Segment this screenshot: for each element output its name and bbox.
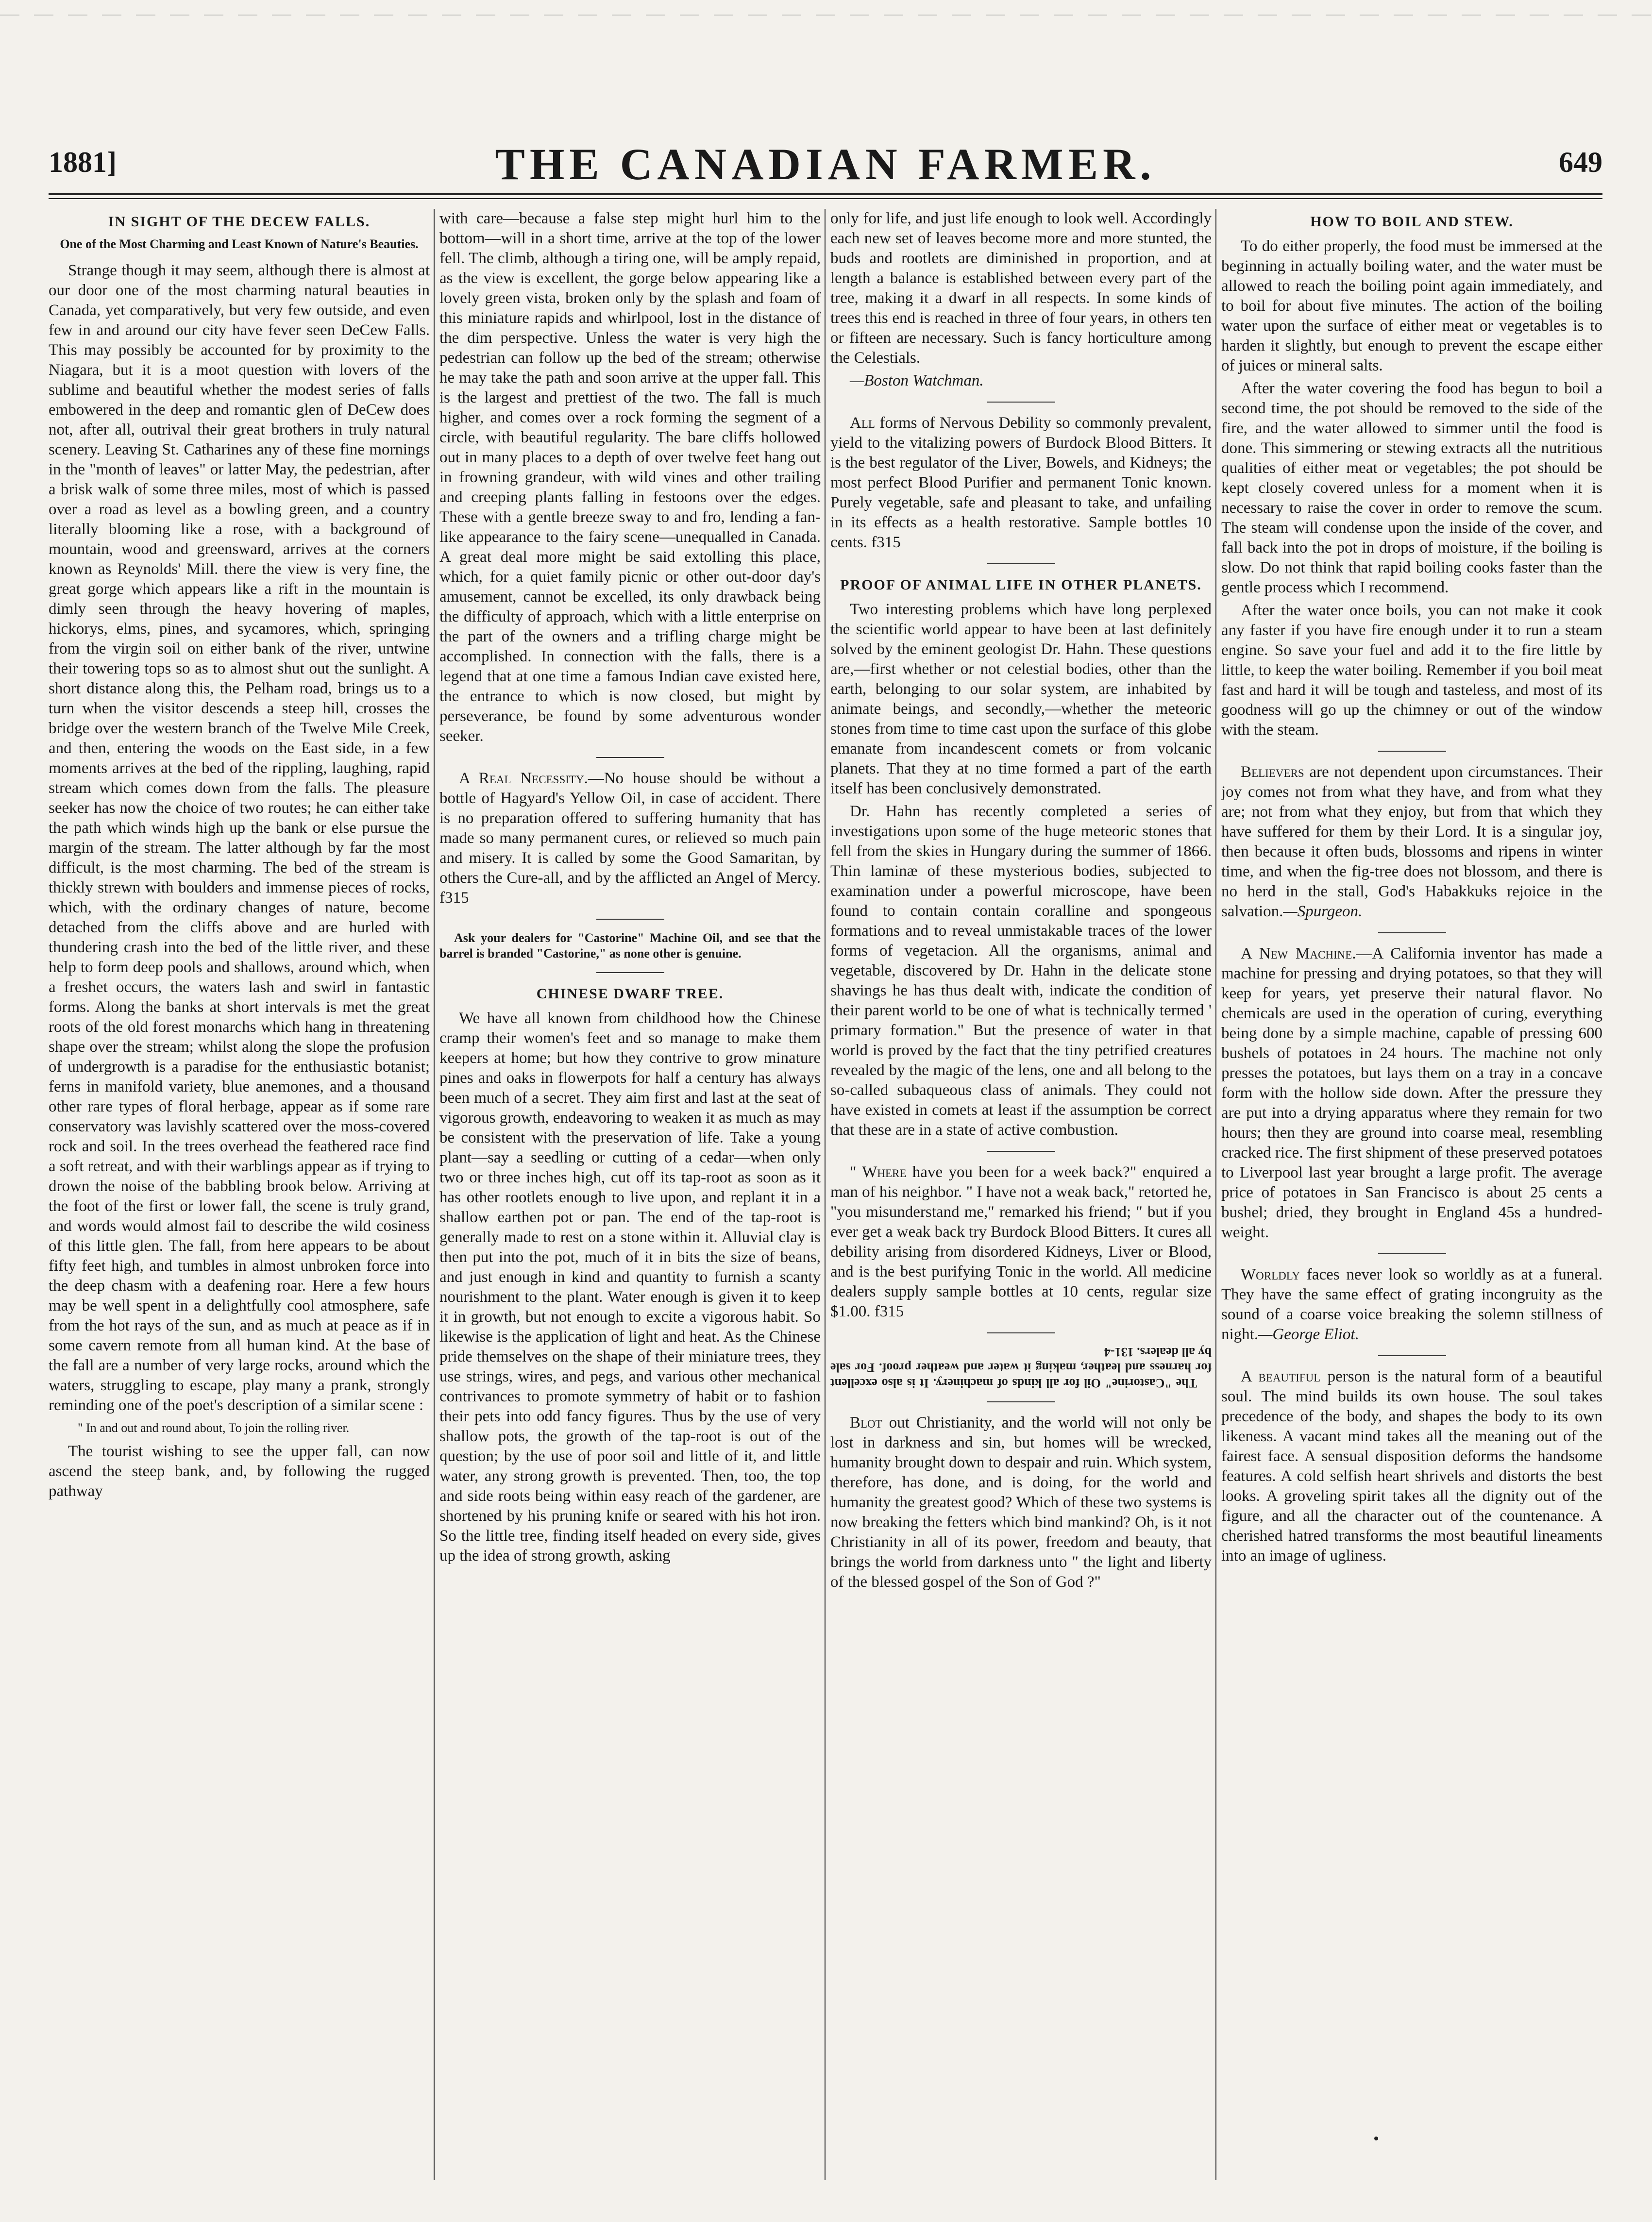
paragraph-lead: Believers xyxy=(1241,763,1304,781)
separator-rule xyxy=(987,402,1055,403)
column-2 xyxy=(439,209,821,2190)
paragraph-lead: A New Machine. xyxy=(1241,945,1356,962)
separator-rule xyxy=(987,1332,1055,1333)
advert-lead: All xyxy=(850,414,875,432)
article-paragraph: We have all known from childhood how the Chinese cramp their women's feet and so manage to make them keepers at home; but how they contrive to grow minature pines and oaks in flowerpots for half a century has always been much of a secret. They aim first and last at the seat of vigorous growth, endeavoring to weaken it as much as may be consistent with the preservation of life. Take a young plant—say a seedling or cutting of a cedar—when only two or three inches high, cut off its tap-root as soon as it has other rootlets enough to live upon, and replant it in a shallow earthen pot or pan. The end of the tap-root is generally made to rest on a stone within it. Alluvial clay is then put into the pot, much of it in bits the size of beans, and just enough in kind and quantity to furnish a scanty nourishment to the plant. Water enough is given it to keep it in growth, but not enough to excite a vigorous habit. So likewise is the application of light and heat. As the Chinese pride themselves on the shape of their miniature trees, they use strings, wires, and pegs, and various other mechanical contrivances to promote symmetry of habit or to fashion their pets into odd fancy figures. Thus by the use of very shallow pots, the growth of the tap-root is out of the question; by the use of poor soil and little of it, and little water, any strong growth is prevented. Then, too, the top and side roots being within easy reach of the gardener, are shortened by his pruning knife or seared with his hot iron. So the little tree, finding itself headed on every side, gives up the idea of strong growth, asking xyxy=(439,1010,821,1565)
advert-lead: A Real Necessity. xyxy=(459,770,588,787)
article-paragraph xyxy=(1221,1265,1602,1345)
paragraph-body: out Christianity, and the world will not only be lost in darkness and sin, but homes will be wrecked, humanity brought down to despair and ruin. Which system, therefore, has done, and is doing, for the world and humanity the greatest good? Which of these two systems is now breaking the fetters which bind mankind? Oh, is it not Christianity in all of its power, freedom and beauty, that brings the world from darkness unto " the light and liberty of the blessed gospel of the Son of God ?" xyxy=(830,1414,1212,1591)
upside-down-advert: The "Castorine" Oil for all kinds of machinery. It is also excellent for harness and leather, making it water and weather proof. For sale by all dealers. 131-4 xyxy=(830,1345,1212,1390)
newspaper-title: THE CANADIAN FARMER. xyxy=(495,139,1156,189)
separator-rule xyxy=(1378,932,1446,933)
paragraph-body: person is the natural form of a beautiful soul. The mind builds its own house. The soul takes precedence of the body, and shapes the body to its own likeness. A vacant mind takes all the meaning out of the fairest face. A sensual disposition deforms the handsome features. A cold selfish heart shrivels and distorts the best looks. A groveling spirit takes all the dignity out of the figure, and all the character out of the countenance. A cherished hatred transforms the most beautiful lineaments into an image of ugliness. xyxy=(1221,1368,1602,1565)
article-heading: IN SIGHT OF THE DECEW FALLS. xyxy=(108,214,371,230)
masthead-rule xyxy=(49,193,1602,195)
quote-attribution: —Spurgeon. xyxy=(1283,903,1363,920)
advert-paragraph xyxy=(830,413,1212,553)
separator-rule xyxy=(1378,751,1446,752)
paragraph-lead: Worldly xyxy=(1241,1266,1300,1283)
article-paragraph: The tourist wishing to see the upper fall, can now ascend the steep bank, and, by following the rugged pathway xyxy=(49,1443,430,1500)
paragraph-body: —A California inventor has made a machine for pressing and drying potatoes, so that they will keep for years, yet preserve their natural flavor. No chemicals are used in the operation of curing, everything being done by a simple machine, capable of pressing 600 bushels of potatoes in 24 hours. The machine not only presses the potatoes, but lays them on a tray in a concave form with the hollow side down. After the pressure they are put into a drying apparatus where they remain for two hours; then they are ground into coarse meal, resembling cracked rice. The first shipment of these preserved potatoes to Liverpool last year brought a large profit. The average price of potatoes in San Francisco is about 25 cents a bushel; dried, they brought in England 45s a hundred-weight. xyxy=(1221,945,1602,1241)
paragraph-lead: A beautiful xyxy=(1241,1368,1321,1385)
article-paragraph: only for life, and just life enough to look well. Accordingly each new set of leaves become more and more stunted, the buds and rootlets are diminished in proportion, and at length a balance is established between every part of the tree, making it a dwarf in all respects. In some kinds of trees this end is reached in three of four years, in others ten or fifteen are necessary. Such is fancy horticulture among the Celestials. xyxy=(830,210,1212,367)
article-paragraph: After the water once boils, you can not make it cook any faster if you have fire enough under it to run a steam engine. So save your fuel and add it to the fire little by little, to keep the water boiling. Remember if you boil meat fast and hard it will be tough and tasteless, and most of its goodness will go up the chimney or out of the window with the steam. xyxy=(1221,602,1602,739)
article-paragraph: To do either properly, the food must be immersed at the beginning in actually boiling water, and the water must be allowed to reach the boiling point again immediately, and to boil for about five minutes. The action of the boiling water upon the surface of either meat or vegetables is to harden it slightly, but enough to prevent the escape either of juices or mineral salts. xyxy=(1221,237,1602,374)
article-paragraph: After the water covering the food has begun to boil a second time, the pot should be removed to the side of the fire, and the water allowed to simmer until the food is done. This simmering or stewing extracts all the nutritious qualities of either meat or vegetables; the pot should be kept closely covered unless for a moment when it is necessary to raise the cover in order to remove the scum. The steam will condense upon the inside of the cover, and fall back into the pot in drops of moisture, if the boiling is slow. Do not think that rapid boiling cooks faster than the gentle process which I recommend. xyxy=(1221,380,1602,596)
paragraph-lead: Blot xyxy=(850,1414,882,1431)
masthead xyxy=(49,136,1602,194)
article-subheading: One of the Most Charming and Least Known of Nature's Beauties. xyxy=(60,237,419,251)
article-paragraph: Two interesting problems which have long perplexed the scientific world appear to have been at last definitely solved by the eminent geologist Dr. Hahn. These questions are,—first whether or not celestial bodies, other than the earth, belonging to our solar system, are inhabited by animate beings, and secondly,—whether the meteoric stones from time to time cast upon the surface of this globe emanate from incandescent comets or from volcanic planets. That they at no time formed a part of the earth itself has been conclusively demonstrated. xyxy=(830,601,1212,797)
separator-rule xyxy=(1378,1253,1446,1254)
article-source: —Boston Watchman. xyxy=(850,372,984,389)
separator-rule xyxy=(987,563,1055,564)
column-4 xyxy=(1221,209,1602,2190)
column-divider xyxy=(1215,209,1216,2180)
advert-paragraph xyxy=(830,1162,1212,1322)
separator-rule xyxy=(596,919,664,920)
advert-body: forms of Nervous Debility so commonly prevalent, yield to the vitalizing powers of Burdock Blood Bitters. It is the best regulator of the Liver, Bowels, and Kidneys; the most perfect Blood Purifier and permanent Tonic known. Purely vegetable, safe and pleasant to take, and unfailing in its effects as a health restorative. Sample bottles 10 cents. f315 xyxy=(830,414,1212,551)
article-paragraph xyxy=(1221,944,1602,1243)
page-number: 649 xyxy=(1559,146,1602,178)
article-paragraph: with care—because a false step might hurl him to the bottom—will in a short time, arrive at the top of the lower fell. The climb, although a tiring one, will be amply repaid, as the view is excellent, the gorge below appearing like a lovely green vista, broken only by the splash and foam of this miniature rapids and whirlpool, lost in the distance of the dim perspective. Unless the water is very high the pedestrian can follow up the bed of the stream; otherwise he may take the path and soon arrive at the upper fall. This is the largest and prettiest of the two. The fall is much higher, and comes over a rock forming the segment of a circle, with beautiful regularity. The bare cliffs hollowed out in many places to a depth of over twelve feet hang out in frowning grandeur, with wild vines and other trailing and creeping plants falling in festoons over the edges. These with a gentle breeze sway to and fro, lending a fan-like appearance to the fairy scene—unequalled in Canada. A great deal more might be said extolling this place, which, for a quiet family picnic or other out-door day's amusement, cannot be excelled, its only drawback being the difficulty of approach, which with a little enterprise on the part of the owners and a trifling charge might be accomplished. In connection with the falls, there is a legend that at one time a famous Indian cave existed here, the entrance to which is now closed, but might by perseverance, be found by some adventurous wonder seeker. xyxy=(439,210,821,745)
article-paragraph xyxy=(830,1413,1212,1592)
article-paragraph xyxy=(1221,1367,1602,1566)
quote-attribution: —George Eliot. xyxy=(1258,1326,1359,1343)
column-3 xyxy=(830,209,1212,2190)
column-1 xyxy=(49,209,430,2190)
separator-rule xyxy=(596,757,664,758)
advert-body: —No house should be without a bottle of Hagyard's Yellow Oil, in case of accident. There is no preparation offered to suffering humanity that has made so many permanent cures, or relieved so much pain and misery. It is called by some the Good Samaritan, by others the Cure-all, and by the afflicted an Angel of Mercy. f315 xyxy=(439,770,821,907)
column-divider xyxy=(825,209,826,2180)
advert-paragraph xyxy=(439,769,821,908)
column-divider xyxy=(434,209,435,2180)
article-heading: CHINESE DWARF TREE. xyxy=(536,986,724,1002)
separator-rule xyxy=(987,1401,1055,1402)
castorine-advert: Ask your dealers for "Castorine" Machine Oil, and see that the barrel is branded "Castorine," as none other is genuine. xyxy=(439,931,821,960)
article-paragraph: Strange though it may seem, although there is almost at our door one of the most charming natural beauties in Canada, yet comparatively, but very few outside, and even few in and around our city have fever seen DeCew Falls. This may possibly be accounted for by proximity to the Niagara, but it is a moot question with lovers of the sublime and beautiful whether the modest series of falls embowered in the deep and romantic glen of DeCew does not, after all, outrival their great brothers in truly natural scenery. Leaving St. Catharines any of these fine mornings in the "month of leaves" or latter May, the pedestrian, after a brisk walk of some three miles, most of which is passed over a road as level as a bowling green, and a country literally blooming like a rose, with a background of mountain, wood and greensward, arrives at the corners known as Reynolds' Mill. there the view is very fine, the great gorge which appears like a rift in the mountain is dimly seen through the heavy hovering of maples, hickorys, elms, pines, and sycamores, which, springing from the virgin soil on either bank of the river, untwine their towering tops so as to almost shut out the sunlight. A short distance along this, the Pelham road, brings us to a turn when the visitor descends a steep hill, crosses the bridge over the western branch of the Twelve Mile Creek, and then, entering the woods on the East side, in a few moments arrives at the bed of the rippling, laughing, rapid stream which comes down from the falls. The pleasure seeker has now the choice of two routes; he can either take the path which winds high up the bank or else pursue the margin of the stream. The latter although by far the most difficult, is the most charming. The bed of the stream is thickly strewn with boulders and immense pieces of rocks, which, with the ordinary changes of nature, become detached from the cliffs above and are hurled with thundering crash into the bed of the little river, and these help to form deep pools and shallows, around which, when a freshet occurs, the waters lash and swirl in fantastic forms. Along the banks at short intervals is met the great roots of the old forest monarchs which hang in threatening shape over the stream; whilst along the slope the profusion of undergrowth is a paradise for the enthusiastic botanist; ferns in manifold variety, blue anemones, and a thousand other rare types of floral herbage, appear as if some rare conservatory was lavishly scattered over the moss-covered rock and soil. In the trees overhead the feathered race find a soft retreat, and with their warblings appear as if trying to drown the noise of the babbling brook below. Arriving at the foot of the first or lower fall, the scene is truly grand, and words would almost fail to describe the wild cosiness of this little glen. The fall, from here appears to be about fifty feet high, and tumbles in almost unbroken force into the deep chasm with a deafening roar. Here a few hours may be well spent in a delightfully cool atmosphere, safe from the hot rays of the sun, and as much at peace as if in some cavern remote from all human kind. At the base of the fall are a number of very large rocks, around which the waters, struggling to escape, play many a prank, strongly reminding one of the poet's description of a similar scene : xyxy=(49,262,430,1414)
separator-rule xyxy=(987,1151,1055,1152)
issue-year: 1881] xyxy=(49,146,117,178)
advert-body: have you been for a week back?" enquired a man of his neighbor. " I have not a weak back," retorted he, "you misunderstand me," remarked his friend; " but if you ever get a weak back try Burdock Blood Bitters. It cures all debility arising from disordered Kidneys, Liver or Blood, and is the best purifying Tonic in the world. All medicine dealers supply sample bottles at 10 cents, regular size $1.00. f315 xyxy=(830,1163,1212,1320)
separator-rule xyxy=(596,972,664,973)
page-top-edge-mark xyxy=(0,15,1652,16)
article-paragraph xyxy=(1221,762,1602,922)
poem-quote: " In and out and round about, To join the rolling river. xyxy=(78,1421,350,1435)
paragraph-body: are not dependent upon circumstances. Their joy comes not from what they have, and from what they are; not from what they enjoy, but from that which they have suffered for them by their Lord. It is a singular joy, then because it often buds, blossoms and ripens in winter time, and when the fig-tree does not blossom, and there is no herd in the stall, God's Habakkuks rejoice in the salvation. xyxy=(1221,763,1602,920)
paragraph-body: faces never look so worldly as at a funeral. They have the same effect of grating incongruity as the sound of a coarse voice breaking the solemn stillness of night. xyxy=(1221,1266,1602,1343)
article-heading: HOW TO BOIL AND STEW. xyxy=(1310,214,1514,230)
advert-lead: " Where xyxy=(850,1163,907,1181)
masthead-rule-thin xyxy=(49,198,1602,199)
article-heading: PROOF OF ANIMAL LIFE IN OTHER PLANETS. xyxy=(840,577,1202,593)
article-paragraph: Dr. Hahn has recently completed a series of investigations upon some of the huge meteoric stones that fell from the skies in Hungary during the summer of 1866. Thin laminæ of these mysterious bodies, subjected to examination under a powerful microscope, have been found to contain contain coralline and spongeous formations and to reveal unmistakable traces of the lower forms of vegetacion. All the organisms, animal and vegetable, discovered by Dr. Hahn in the delicate stone shavings he has thus dealt with, indicate the condition of their parent world to be one of what is technically termed ' primary formation." But the presence of water in that world is proved by the fact that the tiny petrified creatures revealed by the magic of the lens, one and all belong to the so-called subaqueous class of animals. They could not have existed in comets at least if the assumption be correct that these are in a state of active combustion. xyxy=(830,803,1212,1139)
print-speck xyxy=(1374,2137,1378,2140)
separator-rule xyxy=(1378,1355,1446,1356)
